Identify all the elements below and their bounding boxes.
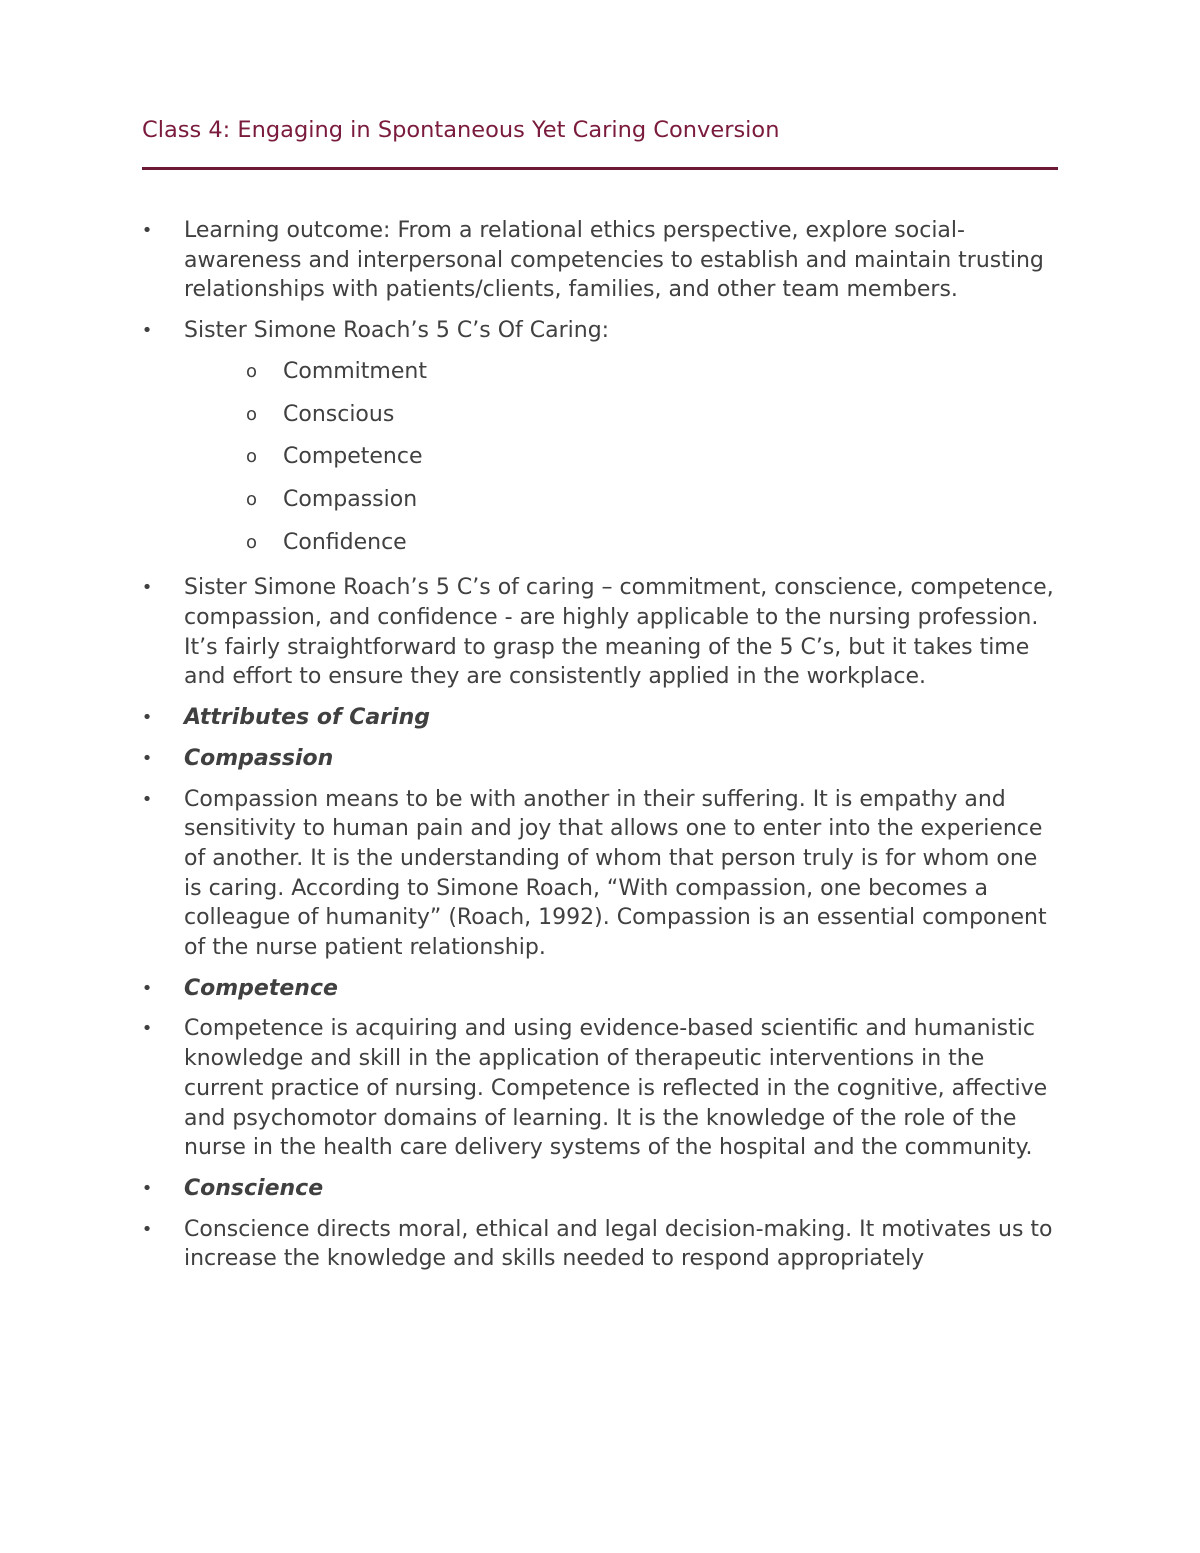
list-item — [0, 216, 1054, 305]
sub-list-item — [0, 442, 1200, 472]
section-heading — [0, 744, 1054, 774]
sub-list-item-text: Compassion — [283, 486, 418, 512]
section-heading — [0, 1174, 1054, 1204]
circle-bullet-icon: o — [246, 488, 258, 510]
section-heading — [0, 703, 1054, 733]
circle-bullet-icon: o — [246, 446, 258, 468]
sub-list-item — [0, 485, 1200, 515]
circle-bullet-icon: o — [246, 360, 258, 382]
bullet-icon: • — [141, 707, 153, 729]
document-body — [0, 216, 1200, 1285]
list-item — [0, 573, 1054, 692]
document-title: Class 4: Engaging in Spontaneous Yet Caring Conversion — [142, 117, 780, 143]
list-item — [0, 1014, 1054, 1163]
sub-list-item-text: Confidence — [283, 529, 407, 555]
list-item — [0, 1215, 1054, 1274]
circle-bullet-icon: o — [246, 403, 258, 425]
sub-list-item — [0, 400, 1200, 430]
section-heading-text: Competence — [184, 975, 338, 1001]
bullet-icon: • — [141, 747, 153, 769]
list-item-text: Learning outcome: From a relational ethics perspective, explore social-awareness and interpersonal competencies to establish and maintain trusting relationships with patients/clients, families, and other team members. — [184, 218, 1044, 303]
bullet-icon: • — [141, 220, 153, 241]
bullet-icon: • — [141, 1218, 153, 1240]
section-heading — [0, 974, 1054, 1004]
sub-list-item — [0, 357, 1200, 387]
sub-list-item-text: Conscious — [283, 401, 395, 427]
list-item-text: Conscience directs moral, ethical and legal decision-making. It motivates us to increase the knowledge and skills needed to respond appropriately — [184, 1216, 1053, 1272]
section-heading-text: Attributes of Caring — [184, 705, 430, 731]
section-heading-text: Compassion — [184, 745, 334, 771]
sub-list-item-text: Competence — [283, 444, 423, 470]
list-item-text: Compassion means to be with another in their suffering. It is empathy and sensitivity to human pain and joy that allows one to enter into the experience of another. It is the understanding of whom that person truly is for whom one is caring. According to Simone Roach, “With compassion, one becomes a colleague of humanity” (Roach, 1992). Compassion is an essential component of the nurse patient relationship. — [184, 786, 1047, 961]
bullet-icon: • — [141, 320, 153, 342]
bullet-icon: • — [141, 577, 153, 599]
list-item — [0, 785, 1054, 963]
title-divider — [142, 167, 1058, 170]
list-item-text: Competence is acquiring and using evidence-based scientific and humanistic knowledge and skill in the application of therapeutic interventions in the current practice of nursing. Competence is reflected in the cognitive, affective and psychomotor domains of learning. It is the knowledge of the role of the nurse in the health care delivery systems of the hospital and the community. — [184, 1016, 1048, 1161]
list-item-text: Sister Simone Roach’s 5 C’s of caring – commitment, conscience, competence, compassion, and confidence - are highly applicable to the nursing profession. It’s fairly straightforward to grasp the meaning of the 5 C’s, but it takes time and effort to ensure they are consistently applied in the workplace. — [184, 575, 1054, 690]
circle-bullet-icon: o — [246, 531, 258, 553]
bullet-icon: • — [141, 788, 153, 810]
bullet-icon: • — [141, 977, 153, 999]
sub-list-item-text: Commitment — [283, 358, 427, 384]
section-heading-text: Conscience — [184, 1175, 324, 1201]
sub-list-item — [0, 528, 1200, 558]
list-item-text: Sister Simone Roach’s 5 C’s Of Caring: — [184, 318, 610, 344]
bullet-icon: • — [141, 1177, 153, 1199]
bullet-icon: • — [141, 1018, 153, 1040]
list-item — [0, 316, 1054, 346]
